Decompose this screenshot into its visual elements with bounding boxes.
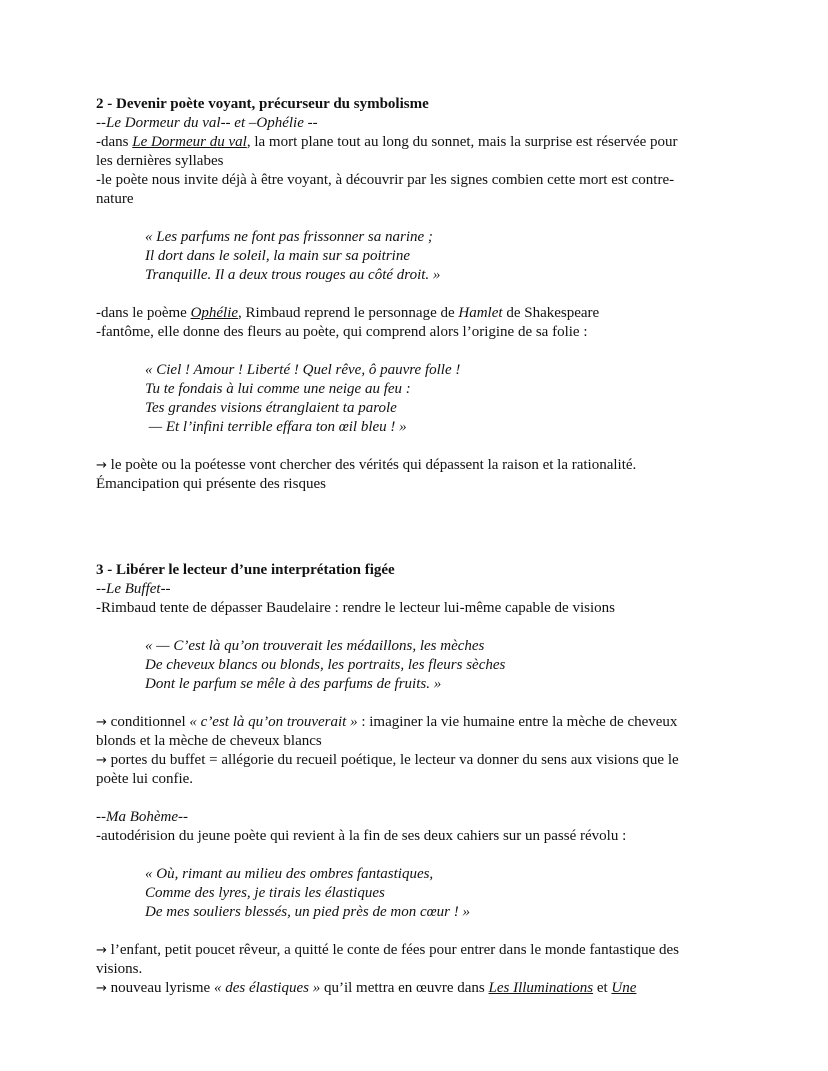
quote-line: « Où, rimant au milieu des ombres fantastiques, [145, 866, 434, 882]
paragraph-line: -le poète nous invite déjà à être voyant, à découvrir par les signes combien cette mort est contre- [96, 172, 675, 188]
section-2-subtitle: --Le Dormeur du val-- et –Ophélie -- [96, 115, 318, 131]
quote-line: — Et l’infini terrible effara ton œil bleu ! » [145, 419, 407, 435]
work-title: Hamlet [458, 305, 503, 321]
paragraph-line: → nouveau lyrisme « des élastiques » qu’il mettra en œuvre dans Les Illuminations et Une [96, 980, 637, 996]
paragraph-line: -dans Le Dormeur du val, la mort plane tout au long du sonnet, mais la surprise est réservée pour [96, 134, 678, 150]
work-title: Le Dormeur du val [132, 134, 247, 150]
work-title: Les Illuminations [488, 980, 594, 996]
quote-buffet [96, 637, 746, 694]
quote-line: Tes grandes visions étranglaient ta parole [145, 400, 397, 416]
arrow-icon: → [96, 753, 107, 768]
paragraph-line: Émancipation qui présente des risques [96, 476, 326, 492]
quote-line: De cheveux blancs ou blonds, les portraits, les fleurs sèches [145, 657, 506, 673]
quote-line: « Ciel ! Amour ! Liberté ! Quel rêve, ô pauvre folle ! [145, 362, 461, 378]
quote-line: Tu te fondais à lui comme une neige au feu : [145, 381, 411, 397]
quote-dormeur [96, 228, 746, 285]
document-page [96, 95, 746, 998]
paragraph-line: → le poète ou la poétesse vont chercher des vérités qui dépassent la raison et la rationalité. [96, 457, 637, 473]
quote-line: « Les parfums ne font pas frissonner sa narine ; [145, 229, 433, 245]
paragraph-line: blonds et la mèche de cheveux blancs [96, 733, 322, 749]
work-title: Ophélie [190, 305, 239, 321]
paragraph-line: poète lui confie. [96, 771, 194, 787]
arrow-icon: → [96, 715, 107, 730]
paragraph-line: -Rimbaud tente de dépasser Baudelaire : rendre le lecteur lui-même capable de visions [96, 600, 615, 616]
quote-line: Dont le parfum se mêle à des parfums de fruits. » [145, 676, 442, 692]
quote-boheme [96, 865, 746, 922]
section-3-subtitle: --Le Buffet-- [96, 581, 171, 597]
paragraph-line: -fantôme, elle donne des fleurs au poète, qui comprend alors l’origine de sa folie : [96, 324, 588, 340]
paragraph-line: les dernières syllabes [96, 153, 224, 169]
work-title: Une [611, 980, 637, 996]
quote-ophelie [96, 361, 746, 437]
paragraph-line: → conditionnel « c’est là qu’on trouverait » : imaginer la vie humaine entre la mèche de cheveux [96, 714, 678, 730]
paragraph-line: visions. [96, 961, 143, 977]
section-2-heading: 2 - Devenir poète voyant, précurseur du symbolisme [96, 96, 429, 112]
quote-line: « — C’est là qu’on trouverait les médaillons, les mèches [145, 638, 485, 654]
arrow-icon: → [96, 458, 107, 473]
quote-line: Tranquille. Il a deux trous rouges au côté droit. » [145, 267, 441, 283]
paragraph-line: -autodérision du jeune poète qui revient à la fin de ses deux cahiers sur un passé révolu : [96, 828, 627, 844]
paragraph-line: nature [96, 191, 134, 207]
paragraph-line: -dans le poème Ophélie, Rimbaud reprend le personnage de Hamlet de Shakespeare [96, 305, 600, 321]
arrow-icon: → [96, 981, 107, 996]
section-3-heading: 3 - Libérer le lecteur d’une interprétation figée [96, 562, 395, 578]
paragraph-line: → portes du buffet = allégorie du recueil poétique, le lecteur va donner du sens aux visions que le [96, 752, 679, 768]
quote-line: De mes souliers blessés, un pied près de mon cœur ! » [145, 904, 470, 920]
quote-line: Il dort dans le soleil, la main sur sa poitrine [145, 248, 411, 264]
subsection-subtitle: --Ma Bohème-- [96, 809, 189, 825]
arrow-icon: → [96, 943, 107, 958]
quote-line: Comme des lyres, je tirais les élastiques [145, 885, 385, 901]
paragraph-line: → l’enfant, petit poucet rêveur, a quitté le conte de fées pour entrer dans le monde fantastique des [96, 942, 679, 958]
